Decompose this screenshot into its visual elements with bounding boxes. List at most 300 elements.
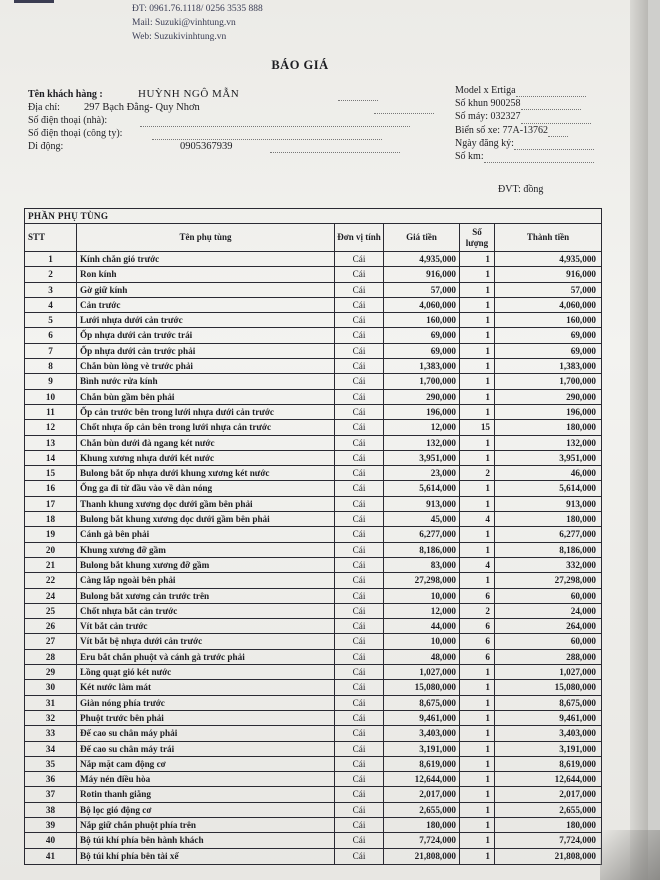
cell-unit: Cái <box>335 405 384 420</box>
page-title: BÁO GIÁ <box>271 58 329 72</box>
cell-name: Lưới nhựa dưới cản trước <box>77 313 335 328</box>
cell-stt: 14 <box>25 451 77 466</box>
cell-unit: Cái <box>335 543 384 558</box>
cell-stt: 5 <box>25 313 77 328</box>
cell-name: Khung xương đỡ gầm <box>77 543 335 558</box>
cell-unit: Cái <box>335 742 384 757</box>
cell-price: 3,951,000 <box>384 451 460 466</box>
table-row <box>25 849 601 864</box>
cell-total: 1,383,000 <box>495 359 601 374</box>
table-row <box>25 833 601 848</box>
address-label: Địa chỉ: <box>28 102 60 113</box>
cell-name: Vít bắt cản trước <box>77 619 335 634</box>
customer-name-row <box>28 88 434 101</box>
cell-price: 132,000 <box>384 436 460 451</box>
customer-name-label: Tên khách hàng : <box>28 89 103 100</box>
cell-qty: 6 <box>460 619 495 634</box>
table-row <box>25 512 601 527</box>
cell-total: 8,675,000 <box>495 696 601 711</box>
cell-stt: 39 <box>25 818 77 833</box>
cell-total: 4,935,000 <box>495 252 601 267</box>
cell-qty: 1 <box>460 344 495 359</box>
cell-qty: 1 <box>460 283 495 298</box>
header-name: Tên phụ tùng <box>77 224 335 252</box>
cell-total: 264,000 <box>495 619 601 634</box>
cell-price: 4,060,000 <box>384 298 460 313</box>
cell-total: 132,000 <box>495 436 601 451</box>
cell-price: 23,000 <box>384 466 460 481</box>
table-row <box>25 619 601 634</box>
parts-table <box>24 208 602 865</box>
cell-price: 12,644,000 <box>384 772 460 787</box>
dealer-contact <box>132 2 263 44</box>
cell-price: 10,000 <box>384 634 460 649</box>
cell-total: 160,000 <box>495 313 601 328</box>
cell-stt: 21 <box>25 558 77 573</box>
cell-total: 27,298,000 <box>495 573 601 588</box>
table-row <box>25 803 601 818</box>
cell-stt: 11 <box>25 405 77 420</box>
cell-stt: 8 <box>25 359 77 374</box>
cell-price: 3,403,000 <box>384 726 460 741</box>
cell-qty: 1 <box>460 849 495 864</box>
table-row <box>25 573 601 588</box>
cell-total: 288,000 <box>495 650 601 665</box>
table-row <box>25 680 601 695</box>
cell-stt: 27 <box>25 634 77 649</box>
cell-qty: 1 <box>460 726 495 741</box>
cell-unit: Cái <box>335 619 384 634</box>
cell-total: 1,027,000 <box>495 665 601 680</box>
cell-name: Ốp nhựa dưới cản trước phải <box>77 344 335 359</box>
cell-stt: 6 <box>25 328 77 343</box>
cell-name: Máy nén điều hòa <box>77 772 335 787</box>
cell-unit: Cái <box>335 497 384 512</box>
cell-stt: 35 <box>25 757 77 772</box>
cell-name: Bulong bắt khung xương đỡ gầm <box>77 558 335 573</box>
cell-unit: Cái <box>335 696 384 711</box>
cell-total: 8,619,000 <box>495 757 601 772</box>
cell-stt: 10 <box>25 390 77 405</box>
table-row <box>25 481 601 496</box>
corner-shadow <box>600 830 660 880</box>
table-row <box>25 543 601 558</box>
table-row <box>25 359 601 374</box>
cell-name: Càng lắp ngoài bên phải <box>77 573 335 588</box>
header-total: Thành tiền <box>495 224 601 252</box>
header-unit: Đơn vị tính <box>335 224 384 252</box>
cell-total: 3,951,000 <box>495 451 601 466</box>
cell-stt: 9 <box>25 374 77 389</box>
cell-stt: 18 <box>25 512 77 527</box>
cell-total: 196,000 <box>495 405 601 420</box>
cell-price: 2,655,000 <box>384 803 460 818</box>
cell-price: 8,186,000 <box>384 543 460 558</box>
mobile-label: Di động: <box>28 141 64 152</box>
cell-total: 69,000 <box>495 328 601 343</box>
cell-unit: Cái <box>335 298 384 313</box>
table-row <box>25 634 601 649</box>
cell-price: 10,000 <box>384 589 460 604</box>
cell-price: 27,298,000 <box>384 573 460 588</box>
table-row <box>25 420 601 435</box>
cell-price: 4,935,000 <box>384 252 460 267</box>
cell-name: Khung xương nhựa dưới két nước <box>77 451 335 466</box>
cell-name: Vít bắt bệ nhựa dưới cản trước <box>77 634 335 649</box>
cell-stt: 1 <box>25 252 77 267</box>
cell-unit: Cái <box>335 634 384 649</box>
cell-qty: 1 <box>460 573 495 588</box>
cell-qty: 1 <box>460 298 495 313</box>
table-row <box>25 466 601 481</box>
cell-price: 180,000 <box>384 818 460 833</box>
customer-info <box>28 88 434 153</box>
cell-unit: Cái <box>335 283 384 298</box>
vehicle-reg-date-label: Ngày đăng ký: <box>455 137 514 149</box>
cell-qty: 1 <box>460 833 495 848</box>
cell-name: Bulong bắt xương cản trước trên <box>77 589 335 604</box>
cell-price: 290,000 <box>384 390 460 405</box>
cell-qty: 1 <box>460 267 495 282</box>
home-phone-row <box>28 114 434 127</box>
cell-qty: 1 <box>460 757 495 772</box>
cell-price: 69,000 <box>384 344 460 359</box>
cell-name: Cản trước <box>77 298 335 313</box>
table-row <box>25 451 601 466</box>
cell-unit: Cái <box>335 481 384 496</box>
table-row <box>25 527 601 542</box>
cell-unit: Cái <box>335 527 384 542</box>
paper-shadow <box>630 0 648 880</box>
cell-price: 83,000 <box>384 558 460 573</box>
cell-unit: Cái <box>335 665 384 680</box>
cell-price: 69,000 <box>384 328 460 343</box>
table-header <box>25 224 601 252</box>
cell-stt: 41 <box>25 849 77 864</box>
cell-name: Chắn bùn gầm bên phải <box>77 390 335 405</box>
dealer-web: Web: Suzukivinhtung.vn <box>132 32 227 42</box>
cell-stt: 26 <box>25 619 77 634</box>
cell-price: 12,000 <box>384 604 460 619</box>
cell-name: Gờ giữ kính <box>77 283 335 298</box>
cell-unit: Cái <box>335 558 384 573</box>
cell-qty: 1 <box>460 436 495 451</box>
cell-qty: 1 <box>460 665 495 680</box>
cell-qty: 6 <box>460 650 495 665</box>
table-row <box>25 344 601 359</box>
table-row <box>25 298 601 313</box>
logo-fragment <box>14 0 54 3</box>
cell-qty: 4 <box>460 558 495 573</box>
cell-qty: 15 <box>460 420 495 435</box>
cell-name: Chốt nhựa ốp cản bên trong lưới nhựa cản trước <box>77 420 335 435</box>
cell-name: Bộ lọc gió động cơ <box>77 803 335 818</box>
cell-price: 7,724,000 <box>384 833 460 848</box>
cell-unit: Cái <box>335 772 384 787</box>
cell-price: 6,277,000 <box>384 527 460 542</box>
cell-stt: 25 <box>25 604 77 619</box>
cell-unit: Cái <box>335 650 384 665</box>
cell-qty: 2 <box>460 604 495 619</box>
cell-price: 1,027,000 <box>384 665 460 680</box>
cell-unit: Cái <box>335 680 384 695</box>
cell-total: 3,191,000 <box>495 742 601 757</box>
cell-total: 290,000 <box>495 390 601 405</box>
cell-name: Bình nước rửa kính <box>77 374 335 389</box>
table-row <box>25 757 601 772</box>
cell-unit: Cái <box>335 787 384 802</box>
cell-unit: Cái <box>335 604 384 619</box>
cell-unit: Cái <box>335 757 384 772</box>
cell-price: 8,675,000 <box>384 696 460 711</box>
cell-total: 180,000 <box>495 818 601 833</box>
table-row <box>25 650 601 665</box>
cell-qty: 1 <box>460 787 495 802</box>
cell-stt: 34 <box>25 742 77 757</box>
cell-stt: 32 <box>25 711 77 726</box>
cell-qty: 1 <box>460 374 495 389</box>
cell-name: Chắn bùn dưới đà ngang két nước <box>77 436 335 451</box>
cell-price: 160,000 <box>384 313 460 328</box>
cell-stt: 17 <box>25 497 77 512</box>
table-row <box>25 604 601 619</box>
vehicle-model: Model x Ertiga <box>455 84 516 96</box>
cell-unit: Cái <box>335 573 384 588</box>
table-row <box>25 374 601 389</box>
cell-stt: 19 <box>25 527 77 542</box>
cell-unit: Cái <box>335 313 384 328</box>
home-phone-label: Số điện thoại (nhà): <box>28 115 108 126</box>
mobile-row <box>28 140 434 153</box>
cell-stt: 38 <box>25 803 77 818</box>
cell-price: 1,700,000 <box>384 374 460 389</box>
cell-qty: 1 <box>460 359 495 374</box>
cell-qty: 1 <box>460 481 495 496</box>
cell-name: Bộ túi khí phía bên hành khách <box>77 833 335 848</box>
table-row <box>25 267 601 282</box>
vehicle-chassis: Số khun 900258 <box>455 98 521 110</box>
cell-unit: Cái <box>335 359 384 374</box>
table-row <box>25 313 601 328</box>
parts-section-title: PHẦN PHỤ TÙNG <box>25 209 601 224</box>
cell-qty: 1 <box>460 328 495 343</box>
cell-total: 3,403,000 <box>495 726 601 741</box>
cell-total: 57,000 <box>495 283 601 298</box>
cell-unit: Cái <box>335 451 384 466</box>
table-row <box>25 436 601 451</box>
cell-stt: 15 <box>25 466 77 481</box>
cell-price: 196,000 <box>384 405 460 420</box>
cell-unit: Cái <box>335 390 384 405</box>
cell-unit: Cái <box>335 818 384 833</box>
cell-unit: Cái <box>335 711 384 726</box>
cell-name: Bộ túi khí phía bên tài xế <box>77 849 335 864</box>
dealer-phone: ĐT: 0961.76.1118/ 0256 3535 888 <box>132 4 263 14</box>
cell-name: Kính chắn gió trước <box>77 252 335 267</box>
cell-total: 1,700,000 <box>495 374 601 389</box>
cell-price: 9,461,000 <box>384 711 460 726</box>
vehicle-engine: Số máy: 032327 <box>455 111 521 123</box>
cell-unit: Cái <box>335 436 384 451</box>
company-phone-row <box>28 127 434 140</box>
cell-unit: Cái <box>335 803 384 818</box>
cell-name: Eru bắt chắn phuột và cánh gà trước phải <box>77 650 335 665</box>
cell-unit: Cái <box>335 344 384 359</box>
cell-unit: Cái <box>335 267 384 282</box>
cell-stt: 3 <box>25 283 77 298</box>
cell-qty: 6 <box>460 634 495 649</box>
cell-name: Ron kính <box>77 267 335 282</box>
cell-name: Bulong bắt khung xương dọc dưới gầm bên phải <box>77 512 335 527</box>
cell-total: 12,644,000 <box>495 772 601 787</box>
cell-stt: 20 <box>25 543 77 558</box>
cell-price: 2,017,000 <box>384 787 460 802</box>
cell-unit: Cái <box>335 252 384 267</box>
customer-name: HUỲNH NGÔ MẪN <box>138 88 240 100</box>
cell-stt: 16 <box>25 481 77 496</box>
table-row <box>25 328 601 343</box>
table-row <box>25 252 601 267</box>
table-row <box>25 558 601 573</box>
cell-qty: 1 <box>460 543 495 558</box>
address-value: 297 Bạch Đằng- Quy Nhơn <box>84 102 200 113</box>
cell-total: 2,017,000 <box>495 787 601 802</box>
cell-qty: 1 <box>460 527 495 542</box>
table-row <box>25 497 601 512</box>
table-row <box>25 726 601 741</box>
cell-stt: 31 <box>25 696 77 711</box>
cell-stt: 7 <box>25 344 77 359</box>
table-row <box>25 787 601 802</box>
cell-qty: 1 <box>460 680 495 695</box>
mobile-value: 0905367939 <box>180 141 233 152</box>
table-row <box>25 390 601 405</box>
cell-total: 180,000 <box>495 512 601 527</box>
cell-qty: 1 <box>460 390 495 405</box>
cell-total: 913,000 <box>495 497 601 512</box>
vehicle-plate: Biển số xe: 77A-13762 <box>455 124 549 136</box>
cell-unit: Cái <box>335 849 384 864</box>
address-row <box>28 101 434 114</box>
cell-qty: 1 <box>460 313 495 328</box>
cell-name: Két nước làm mát <box>77 680 335 695</box>
cell-total: 46,000 <box>495 466 601 481</box>
cell-price: 916,000 <box>384 267 460 282</box>
cell-stt: 40 <box>25 833 77 848</box>
cell-stt: 12 <box>25 420 77 435</box>
cell-price: 8,619,000 <box>384 757 460 772</box>
header-price: Giá tiền <box>384 224 460 252</box>
cell-price: 57,000 <box>384 283 460 298</box>
cell-total: 6,277,000 <box>495 527 601 542</box>
cell-total: 21,808,000 <box>554 850 596 861</box>
table-body <box>25 252 601 864</box>
cell-total: 5,614,000 <box>495 481 601 496</box>
cell-name: Cánh gà bên phải <box>77 527 335 542</box>
cell-name: Nắp giữ chắn phuột phía trên <box>77 818 335 833</box>
cell-stt: 36 <box>25 772 77 787</box>
cell-unit: Cái <box>335 512 384 527</box>
cell-name: Lồng quạt gió két nước <box>77 665 335 680</box>
table-row <box>25 589 601 604</box>
cell-name: Đế cao su chân máy phải <box>77 726 335 741</box>
cell-qty: 4 <box>460 512 495 527</box>
cell-name: Thanh khung xương dọc dưới gầm bên phải <box>77 497 335 512</box>
cell-total: 4,060,000 <box>495 298 601 313</box>
cell-unit: Cái <box>335 420 384 435</box>
table-row <box>25 696 601 711</box>
cell-price: 15,080,000 <box>384 680 460 695</box>
cell-price: 12,000 <box>384 420 460 435</box>
cell-unit: Cái <box>335 726 384 741</box>
cell-total: 60,000 <box>495 634 601 649</box>
table-row <box>25 283 601 298</box>
cell-unit: Cái <box>335 374 384 389</box>
cell-qty: 1 <box>460 405 495 420</box>
cell-qty: 2 <box>460 466 495 481</box>
cell-total: 24,000 <box>495 604 601 619</box>
cell-qty: 1 <box>460 696 495 711</box>
cell-stt: 29 <box>25 665 77 680</box>
cell-qty: 1 <box>460 252 495 267</box>
cell-qty: 1 <box>460 818 495 833</box>
cell-stt: 24 <box>25 589 77 604</box>
cell-total: 69,000 <box>495 344 601 359</box>
cell-name: Đế cao su chân máy trái <box>77 742 335 757</box>
cell-price: 5,614,000 <box>384 481 460 496</box>
table-row <box>25 818 601 833</box>
cell-unit: Cái <box>335 466 384 481</box>
currency-unit-note: ĐVT: đồng <box>498 184 544 195</box>
cell-total: 180,000 <box>495 420 601 435</box>
cell-name: Chắn bùn lòng vè trước phải <box>77 359 335 374</box>
cell-stt: 2 <box>25 267 77 282</box>
cell-qty: 1 <box>460 742 495 757</box>
cell-total: 9,461,000 <box>495 711 601 726</box>
cell-unit: Cái <box>335 833 384 848</box>
table-row <box>25 711 601 726</box>
cell-total: 60,000 <box>495 589 601 604</box>
cell-name: Bulong bắt ốp nhựa dưới khung xương két nước <box>77 466 335 481</box>
cell-stt: 13 <box>25 436 77 451</box>
cell-price: 913,000 <box>384 497 460 512</box>
cell-name: Nắp mặt cam động cơ <box>77 757 335 772</box>
cell-stt: 30 <box>25 680 77 695</box>
cell-name: Ốp nhựa dưới cản trước trái <box>77 328 335 343</box>
company-phone-label: Số điện thoại (công ty): <box>28 128 123 139</box>
cell-stt: 28 <box>25 650 77 665</box>
cell-price: 21,808,000 <box>384 849 460 864</box>
cell-price: 3,191,000 <box>384 742 460 757</box>
cell-name: Phuột trước bên phải <box>77 711 335 726</box>
cell-price: 48,000 <box>384 650 460 665</box>
cell-name: Rotin thanh giằng <box>77 787 335 802</box>
cell-stt: 37 <box>25 787 77 802</box>
cell-name: Ống ga đi từ đầu vào về dàn nóng <box>77 481 335 496</box>
cell-name: Chốt nhựa bắt cản trước <box>77 604 335 619</box>
cell-qty: 1 <box>460 711 495 726</box>
header-qty: Số lượng <box>460 224 495 252</box>
cell-total: 7,724,000 <box>495 833 601 848</box>
table-row <box>25 405 601 420</box>
table-row <box>25 742 601 757</box>
vehicle-info <box>455 84 594 163</box>
header-stt: STT <box>25 224 77 252</box>
table-row <box>25 665 601 680</box>
cell-stt: 4 <box>25 298 77 313</box>
vehicle-km-label: Số km: <box>455 150 484 162</box>
cell-total: 8,186,000 <box>495 543 601 558</box>
